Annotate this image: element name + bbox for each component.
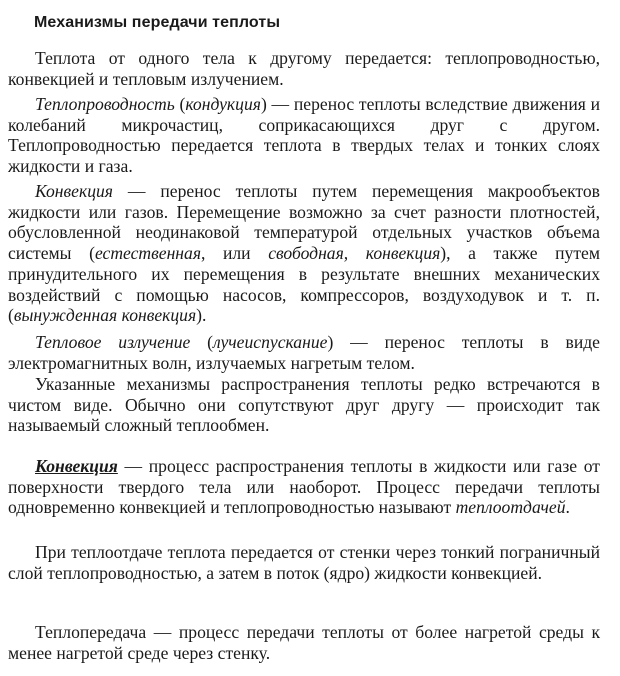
summary-paragraph: Указанные механизмы распространения теплоты редко встречаются в чистом виде. Обычно они сопутствуют друг другу — происходит так называемый сложный теплообмен. xyxy=(8,374,600,436)
convection-definition-3: ). xyxy=(196,305,207,326)
radiation-paragraph: Тепловое излучение (лучеиспускание) — перенос теплоты в виде электромагнитных волн, излучаемых нагретым телом. xyxy=(8,332,600,373)
convection-definition-1: — перенос теплоты путем перемещения макрообъектов жидкости или газов. Перемещение возможно за счет разности плотностей, обусловленной неодинаковой температурой отдельных участков объема системы ( xyxy=(8,181,600,264)
conduction-alt-term: кондукция xyxy=(185,94,261,114)
heat-emission-definition-2: . xyxy=(565,497,570,518)
radiation-term: Тепловое излучение xyxy=(35,332,191,352)
heat-pass-paragraph: Теплопередача — процесс передачи теплоты от более нагретой среды к менее нагретой среде через стенку. xyxy=(8,622,600,663)
forced-convection-term: вынужденная конвекция xyxy=(13,305,197,326)
conduction-paragraph: Теплопроводность (кондукция) — перенос теплоты вследствие движения и колебаний микрочастиц, соприкасающихся друг с другом. Теплопроводностью передается теплота в твердых телах и тонких слоях жидкости и газа. xyxy=(8,94,600,177)
heat-emission-term: теплоотдачей xyxy=(455,497,566,518)
convection-paragraph xyxy=(8,181,600,326)
intro-paragraph: Теплота от одного тела к другому передается: теплопроводностью, конвекцией и тепловым излучением. xyxy=(8,48,600,89)
conduction-definition: — перенос теплоты вследствие движения и колебаний микрочастиц, соприкасающихся друг с другом. Теплопроводностью передается теплота в твердых телах и тонких слоях жидкости и газа. xyxy=(8,94,600,177)
convection-definition-2: ), а также путем принудительного их перемещения в результате внешних механических воздействий с помощью насосов, компрессоров, воздуходувок и т. п. ( xyxy=(8,243,600,326)
convection-emphasis-term: Конвекция xyxy=(35,456,118,476)
convection-term: Конвекция xyxy=(35,181,113,201)
radiation-alt-term: лучеиспускание xyxy=(213,332,328,352)
heat-emission-paragraph xyxy=(8,456,600,518)
heat-emission-definition-1: — процесс распространения теплоты в жидкости или газе от поверхности твердого тела или наоборот. Процесс передачи теплоты одновременно конвекцией и теплопроводностью называют xyxy=(8,456,600,518)
free-convection-term: свободная, конвекция xyxy=(268,243,441,264)
section-title: Механизмы передачи теплоты xyxy=(34,14,281,31)
wall-transfer-paragraph: При теплоотдаче теплота передается от стенки через тонкий пограничный слой теплопроводностью, а затем в поток (ядро) жидкости конвекцией. xyxy=(8,542,600,583)
conduction-term: Теплопроводность xyxy=(35,94,175,114)
radiation-definition: — перенос теплоты в виде электромагнитных волн, излучаемых нагретым телом. xyxy=(8,332,600,373)
natural-convection-term: естественная xyxy=(94,243,201,264)
convection-or: , или xyxy=(201,243,269,264)
